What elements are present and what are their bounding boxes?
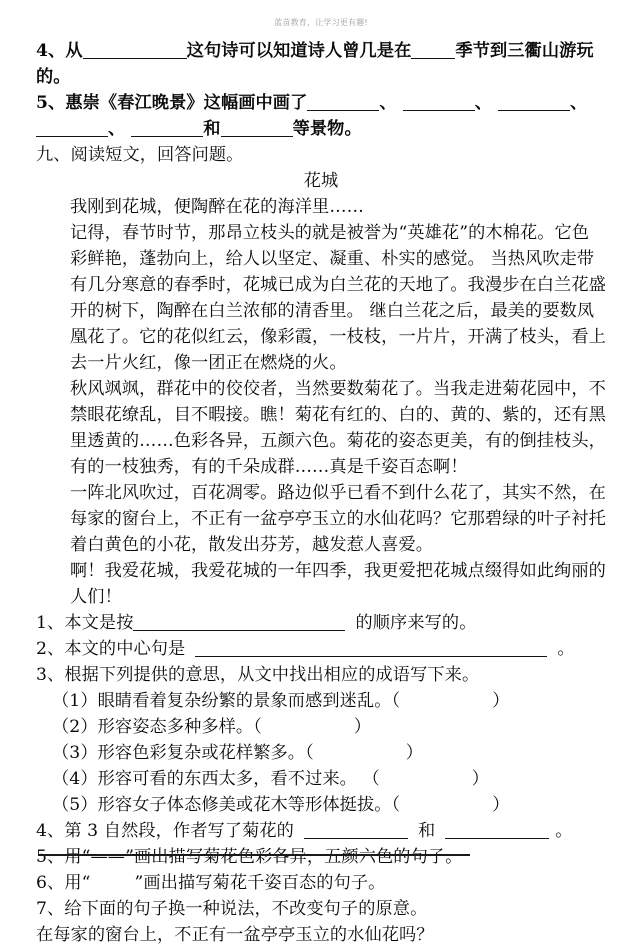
q1-text-after: 的顺序来写的。 (355, 613, 477, 633)
q3-text: 根据下列提供的意思，从文中找出相应的成语写下来。 (64, 665, 480, 685)
question-3-item (36, 766, 606, 792)
question-3-item (36, 792, 606, 818)
q3-item-text: 形容色彩复杂或花样繁多。（ (97, 743, 314, 763)
sep-1: 、 (379, 93, 397, 113)
top-q5-part2: 和 (203, 119, 221, 139)
q3-item-close: ） (471, 769, 490, 789)
watermark-text: 蓝苗教育，让学习更有趣! (274, 18, 368, 27)
question-6 (36, 870, 606, 896)
question-1 (36, 610, 606, 636)
q3-item-close: ） (353, 717, 372, 737)
q3-item-close: ） (492, 691, 510, 711)
top-question-5-cont (36, 116, 606, 142)
article-paragraph: 一阵北风吹过，百花凋零。路边似乎已看不到什么花了，其实不然，在每家的窗台上，不正有一盆亭亭玉立的水仙花吗？它那碧绿的叶子衬托着白黄色的小花，散发出芬芳，越发惹人喜爱。 (70, 483, 606, 555)
top-q4-part3: 季节到三衢山游玩 (455, 41, 594, 61)
top-q4-part1: 从 (65, 41, 83, 61)
question-3-item (36, 740, 606, 766)
top-q5-number: 5、 (36, 93, 66, 113)
blank-field[interactable] (131, 121, 203, 137)
question-3 (36, 662, 606, 688)
question-4 (36, 818, 606, 844)
question-3-item (36, 688, 606, 714)
question-3-item (36, 714, 606, 740)
q4-text-middle: 和 (417, 821, 436, 841)
section-heading: 九、阅读短文，回答问题。 (36, 145, 244, 165)
q5-number: 5、 (36, 847, 65, 867)
article-title: 花城 (303, 171, 339, 191)
blank-field[interactable] (221, 121, 293, 137)
q7-number: 7、 (36, 899, 65, 919)
question-5 (36, 844, 606, 870)
article-paragraph: 记得，春节时节，那昂立枝头的就是被誉为“英雄花”的木棉花。它色彩鲜艳，蓬勃向上，给人以坚定、凝重、朴实的感觉。 当热风吹走带有几分寒意的春季时，花城已成为白兰花的天地了。我漫步在白兰花盛开的树下，陶醉在白兰浓郁的清香里。 继白兰花之后，最美的要数凤凰花了。它的花似红云，像彩霞，一枝枝，一片片，开满了枝头，看上去一片火红，像一团正在燃烧的火。 (70, 223, 606, 373)
q4-text-before: 第 3 自然段，作者写了菊花的 (64, 821, 294, 841)
article-paragraph: 秋风飒飒，群花中的佼佼者，当然要数菊花了。当我走进菊花园中，不禁眼花缭乱，目不暇接。瞧！菊花有红的、白的、黄的、紫的，还有黑里透黄的……色彩各异，五颜六色。菊花的姿态更美，有的倒挂枝头，有的一枝独秀，有的千朵成群……真是千姿百态啊！ (70, 379, 606, 477)
q3-item-label: （4） (52, 769, 98, 789)
q4-number: 4、 (36, 821, 65, 841)
top-question-4 (36, 38, 606, 64)
q2-text-before: 本文的中心句是 (64, 639, 186, 659)
q6-text-after: ”画出描写菊花千姿百态的句子。 (134, 873, 386, 893)
q3-item-label: （2） (52, 717, 98, 737)
q6-number: 6、 (36, 873, 65, 893)
q3-item-text: 形容女子体态修美或花木等形体挺拔。（ (97, 795, 401, 815)
worksheet-body (36, 30, 606, 948)
q2-number: 2、 (36, 639, 65, 659)
answer-rule-line (38, 854, 470, 856)
top-q5-part3: 等景物。 (292, 119, 362, 139)
q3-item-text: 形容可看的东西太多，看不过来。 （ (97, 769, 380, 789)
q1-number: 1、 (36, 613, 65, 633)
article-paragraph: 我刚到花城，便陶醉在花的海洋里…… (70, 197, 364, 217)
q7-text: 给下面的句子换一种说法，不改变句子的原意。 (64, 899, 428, 919)
blank-field[interactable] (411, 43, 455, 59)
top-q4-part2: 这句诗可以知道诗人曾几是在 (186, 41, 412, 61)
article-paragraph: 啊！我爱花城，我爱花城的一年四季，我更爱把花城点缀得如此绚丽的人们！ (70, 561, 606, 607)
question-2 (36, 636, 606, 662)
blank-field[interactable] (83, 43, 187, 59)
q5-text: 用“——”画出描写菊花色彩各异，五颜六色的句子。 (64, 847, 463, 867)
q1-text-before: 本文是按 (64, 613, 134, 633)
q3-item-close: ） (405, 743, 424, 763)
q3-item-text: 形容姿态多种多样。（ (97, 717, 262, 737)
blank-field[interactable] (445, 823, 549, 839)
top-question-4-cont (36, 64, 606, 90)
top-q4-number: 4、 (36, 41, 66, 61)
q3-item-text: 眼睛看着复杂纷繁的景象而感到迷乱。（ (97, 691, 401, 711)
sep-4: 、 (108, 119, 126, 139)
question-7-sentence: 在每家的窗台上，不正有一盆亭亭玉立的水仙花吗？ (36, 925, 434, 945)
sep-2: 、 (474, 93, 492, 113)
blank-field[interactable] (195, 641, 547, 657)
blank-field[interactable] (307, 95, 379, 111)
q2-text-after: 。 (557, 639, 575, 659)
top-q4-part4: 的。 (36, 67, 71, 87)
top-question-5 (36, 90, 606, 116)
blank-field[interactable] (304, 823, 408, 839)
q4-text-after: 。 (555, 821, 573, 841)
blank-field[interactable] (403, 95, 475, 111)
sep-3: 、 (569, 93, 588, 113)
blank-field[interactable] (498, 95, 570, 111)
q3-item-close: ） (492, 795, 510, 815)
top-q5-part1: 惠崇《春江晚景》这幅画中画了 (65, 93, 308, 113)
q3-number: 3、 (36, 665, 65, 685)
question-7 (36, 896, 606, 922)
blank-field[interactable] (36, 121, 108, 137)
blank-field[interactable] (133, 615, 345, 631)
q3-item-label: （1） (52, 691, 98, 711)
q3-item-label: （5） (52, 795, 98, 815)
q3-item-label: （3） (52, 743, 98, 763)
q6-text-before: 用“ (64, 873, 91, 893)
